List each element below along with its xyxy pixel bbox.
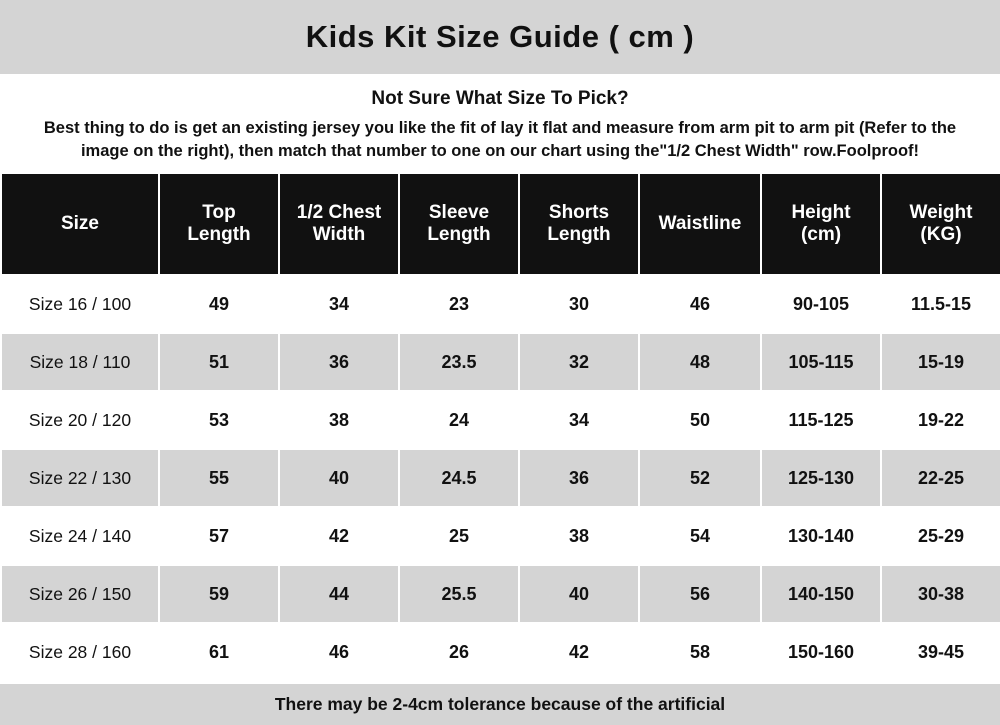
cell-size: Size 24 / 140 <box>1 507 159 565</box>
cell-half-chest-width: 46 <box>279 623 399 681</box>
cell-sleeve-length: 23.5 <box>399 333 519 391</box>
cell-waistline: 50 <box>639 391 761 449</box>
cell-height: 115-125 <box>761 391 881 449</box>
cell-top-length: 51 <box>159 333 279 391</box>
cell-shorts-length: 34 <box>519 391 639 449</box>
cell-size: Size 16 / 100 <box>1 275 159 333</box>
table-row <box>1 449 1000 507</box>
cell-weight: 15-19 <box>881 333 1000 391</box>
table-row <box>1 623 1000 681</box>
cell-size: Size 22 / 130 <box>1 449 159 507</box>
intro-paragraph: Best thing to do is get an existing jersey you like the fit of lay it flat and measure from arm pit to arm pit (Refer to the image on the right), then match that number to one on our chart using the"1/2 Chest Width" row.Foolproof! <box>43 119 957 160</box>
cell-shorts-length: 36 <box>519 449 639 507</box>
column-header-weight: Weight (KG) <box>881 173 1000 275</box>
cell-waistline: 52 <box>639 449 761 507</box>
cell-shorts-length: 40 <box>519 565 639 623</box>
page-title: Kids Kit Size Guide ( cm ) <box>305 19 695 54</box>
cell-size: Size 18 / 110 <box>1 333 159 391</box>
cell-sleeve-length: 23 <box>399 275 519 333</box>
table-header <box>1 173 1000 275</box>
cell-weight: 22-25 <box>881 449 1000 507</box>
cell-top-length: 53 <box>159 391 279 449</box>
table-header-row <box>1 173 1000 275</box>
cell-waistline: 54 <box>639 507 761 565</box>
column-header-waistline: Waistline <box>639 173 761 275</box>
column-header-top-length: Top Length <box>159 173 279 275</box>
size-chart-table <box>0 172 1000 682</box>
cell-top-length: 57 <box>159 507 279 565</box>
column-header-shorts-length: Shorts Length <box>519 173 639 275</box>
cell-top-length: 49 <box>159 275 279 333</box>
cell-sleeve-length: 25 <box>399 507 519 565</box>
cell-half-chest-width: 44 <box>279 565 399 623</box>
cell-shorts-length: 30 <box>519 275 639 333</box>
cell-height: 125-130 <box>761 449 881 507</box>
cell-height: 140-150 <box>761 565 881 623</box>
cell-waistline: 48 <box>639 333 761 391</box>
cell-weight: 25-29 <box>881 507 1000 565</box>
tolerance-footnote <box>0 682 1000 725</box>
cell-waistline: 56 <box>639 565 761 623</box>
column-header-sleeve-length: Sleeve Length <box>399 173 519 275</box>
table-row <box>1 275 1000 333</box>
table-row <box>1 507 1000 565</box>
cell-top-length: 61 <box>159 623 279 681</box>
cell-size: Size 20 / 120 <box>1 391 159 449</box>
intro-subheading: Not Sure What Size To Pick? <box>371 88 629 109</box>
intro-block <box>0 76 1000 172</box>
cell-shorts-length: 38 <box>519 507 639 565</box>
footnote-text: There may be 2-4cm tolerance because of the artificial <box>274 694 726 715</box>
cell-top-length: 55 <box>159 449 279 507</box>
cell-weight: 30-38 <box>881 565 1000 623</box>
cell-weight: 11.5-15 <box>881 275 1000 333</box>
title-banner <box>0 0 1000 76</box>
column-header-half-chest-width: 1/2 Chest Width <box>279 173 399 275</box>
table-row <box>1 391 1000 449</box>
cell-height: 130-140 <box>761 507 881 565</box>
cell-height: 90-105 <box>761 275 881 333</box>
table-row <box>1 333 1000 391</box>
column-header-height: Height (cm) <box>761 173 881 275</box>
cell-sleeve-length: 24.5 <box>399 449 519 507</box>
cell-waistline: 46 <box>639 275 761 333</box>
cell-half-chest-width: 42 <box>279 507 399 565</box>
cell-size: Size 26 / 150 <box>1 565 159 623</box>
cell-shorts-length: 32 <box>519 333 639 391</box>
cell-weight: 19-22 <box>881 391 1000 449</box>
table-body <box>1 275 1000 681</box>
cell-height: 105-115 <box>761 333 881 391</box>
cell-sleeve-length: 25.5 <box>399 565 519 623</box>
cell-half-chest-width: 38 <box>279 391 399 449</box>
table-row <box>1 565 1000 623</box>
cell-shorts-length: 42 <box>519 623 639 681</box>
cell-waistline: 58 <box>639 623 761 681</box>
cell-half-chest-width: 36 <box>279 333 399 391</box>
cell-sleeve-length: 26 <box>399 623 519 681</box>
cell-weight: 39-45 <box>881 623 1000 681</box>
cell-sleeve-length: 24 <box>399 391 519 449</box>
cell-size: Size 28 / 160 <box>1 623 159 681</box>
cell-top-length: 59 <box>159 565 279 623</box>
column-header-size: Size <box>1 173 159 275</box>
cell-half-chest-width: 40 <box>279 449 399 507</box>
cell-height: 150-160 <box>761 623 881 681</box>
cell-half-chest-width: 34 <box>279 275 399 333</box>
